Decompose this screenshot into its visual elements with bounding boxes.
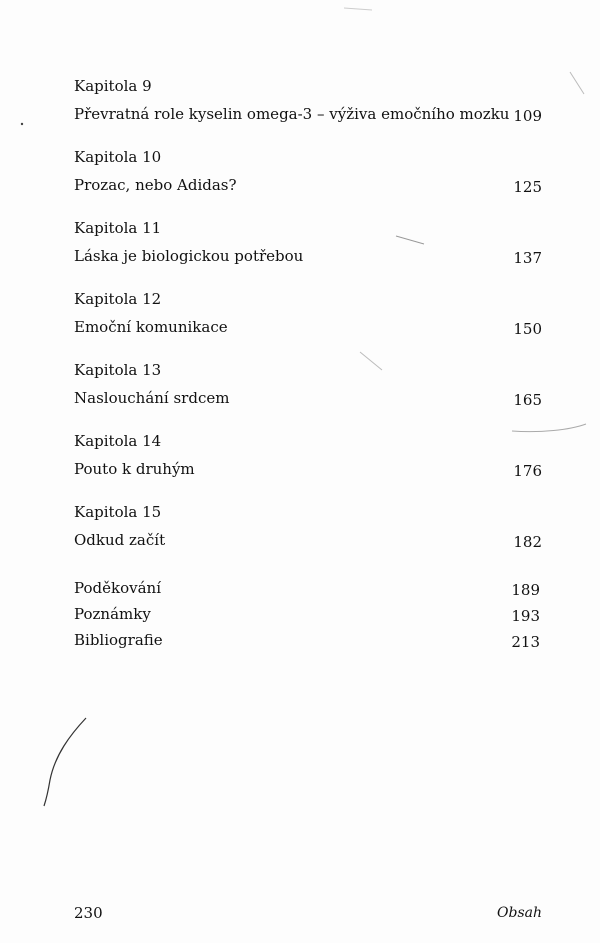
entry-title: Bibliografie <box>74 631 163 649</box>
toc-entry-chapter-13 <box>74 360 542 431</box>
chapter-label: Kapitola 14 <box>74 432 162 450</box>
chapter-label: Kapitola 10 <box>74 148 162 166</box>
entry-title: Poděkování <box>74 579 161 597</box>
chapter-label: Kapitola 13 <box>74 361 162 379</box>
chapter-label: Kapitola 11 <box>74 219 162 237</box>
running-footer-section: Obsah <box>497 905 542 921</box>
chapter-page-number: 109 <box>513 107 542 125</box>
entry-title: Poznámky <box>74 605 151 623</box>
toc-entry-chapter-10 <box>74 147 542 218</box>
chapter-page-number: 182 <box>513 533 542 551</box>
chapter-label: Kapitola 12 <box>74 290 162 308</box>
chapter-title: Pouto k druhým <box>74 460 195 478</box>
chapter-page-number: 165 <box>513 391 542 409</box>
chapter-title: Naslouchání srdcem <box>74 389 230 407</box>
scan-scratch <box>344 8 372 10</box>
toc-entry-chapter-11 <box>74 218 542 289</box>
toc-entry-chapter-15 <box>74 502 542 573</box>
toc-entry-acknowledgements <box>74 578 540 604</box>
scan-dot <box>21 123 23 125</box>
table-of-contents <box>74 76 542 573</box>
chapter-page-number: 150 <box>513 320 542 338</box>
toc-entry-chapter-12 <box>74 289 542 360</box>
chapter-label: Kapitola 15 <box>74 503 162 521</box>
back-matter-list <box>74 578 540 656</box>
pencil-stroke <box>44 718 86 806</box>
chapter-page-number: 137 <box>513 249 542 267</box>
chapter-page-number: 176 <box>513 462 542 480</box>
chapter-title: Emoční komunikace <box>74 318 228 336</box>
toc-entry-bibliography <box>74 630 540 656</box>
entry-page-number: 213 <box>511 633 540 651</box>
page-number: 230 <box>74 904 103 922</box>
chapter-label: Kapitola 9 <box>74 77 152 95</box>
toc-entry-chapter-14 <box>74 431 542 502</box>
chapter-title: Prozac, nebo Adidas? <box>74 176 237 194</box>
chapter-title: Převratná role kyselin omega-3 – výživa emočního mozku <box>74 105 510 123</box>
toc-entry-chapter-9 <box>74 76 542 147</box>
toc-entry-notes <box>74 604 540 630</box>
scan-scratch <box>570 72 584 94</box>
chapter-title: Odkud začít <box>74 531 166 549</box>
chapter-page-number: 125 <box>513 178 542 196</box>
chapter-title: Láska je biologickou potřebou <box>74 247 304 265</box>
entry-page-number: 189 <box>511 581 540 599</box>
entry-page-number: 193 <box>511 607 540 625</box>
